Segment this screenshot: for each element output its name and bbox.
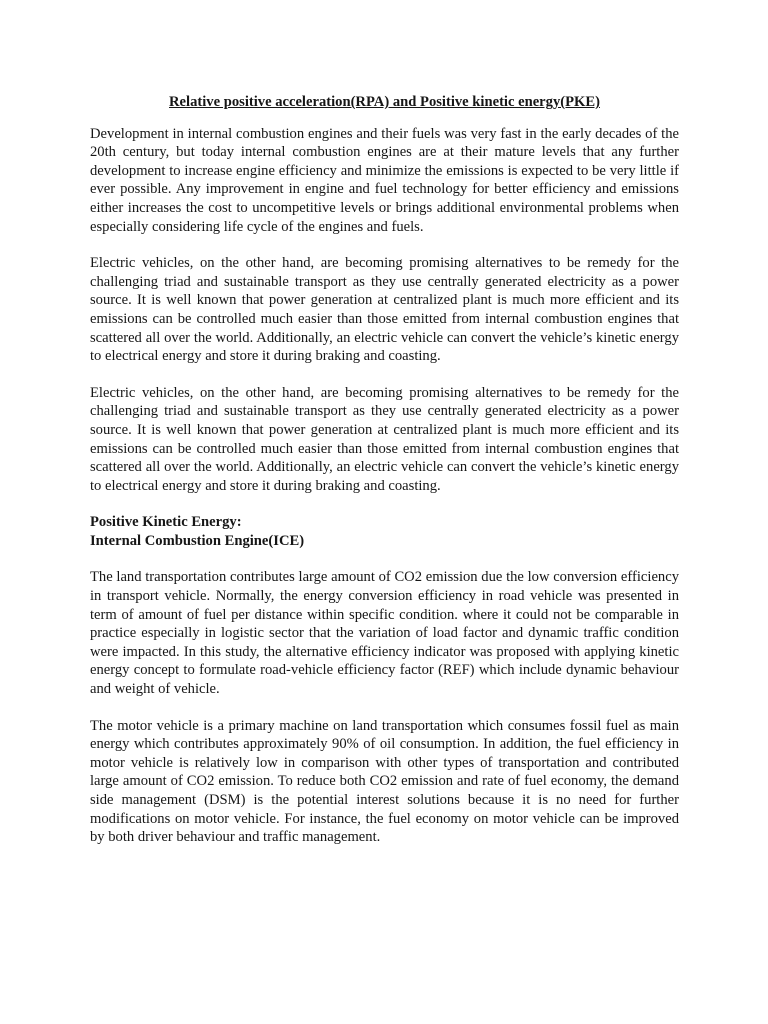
paragraph-engine-development: Development in internal combustion engines and their fuels was very fast in the early decades of the 20th century, but today internal combustion engines are at their mature levels that any further development to increase engine efficiency and minimize the emissions is expected to be very little if ever possible. Any improvement in engine and fuel technology for better efficiency and emissions either increases the cost to uncompetitive levels or brings additional environmental problems when especially considering life cycle of the engines and fuels. xyxy=(90,125,679,235)
paragraph-land-transportation: The land transportation contributes large amount of CO2 emission due the low conversion efficiency in transport vehicle. Normally, the energy conversion efficiency in road vehicle was presented in term of amount of fuel per distance within specific condition. where it could not be comparable in practice especially in logistic sector that the variation of load factor and dynamic traffic condition were impacted. In this study, the alternative efficiency indicator was proposed with applying kinetic energy concept to formulate road-vehicle efficiency factor (REF) which include dynamic behaviour and weight of vehicle. xyxy=(90,569,679,698)
section-heading: Positive Kinetic Energy: xyxy=(90,514,242,531)
section-heading-block xyxy=(90,513,679,550)
paragraph-motor-vehicle: The motor vehicle is a primary machine on land transportation which consumes fossil fuel as main energy which contributes approximately 90% of oil consumption. In addition, the fuel efficiency in motor vehicle is relatively low in comparison with other types of transportation and contributed large amount of CO2 emission. To reduce both CO2 emission and rate of fuel economy, the demand side management (DSM) is the potential interest solutions because it is no need for further modifications on motor vehicle. For instance, the fuel economy on motor vehicle can be improved by both driver behaviour and traffic management. xyxy=(90,717,679,846)
section-subheading: Internal Combustion Engine(ICE) xyxy=(90,532,305,549)
document-body xyxy=(90,93,679,865)
paragraph-electric-vehicles-repeat: Electric vehicles, on the other hand, are becoming promising alternatives to be remedy for the challenging triad and sustainable transport as they use centrally generated electricity as a power source. It is well known that power generation at centralized plant is much more efficient and its emissions can be controlled much easier than those emitted from internal combustion engines that scattered all over the world. Additionally, an electric vehicle can convert the vehicle’s kinetic energy to electrical energy and store it during braking and coasting. xyxy=(90,384,679,494)
paragraph-electric-vehicles: Electric vehicles, on the other hand, are becoming promising alternatives to be remedy for the challenging triad and sustainable transport as they use centrally generated electricity as a power source. It is well known that power generation at centralized plant is much more efficient and its emissions can be controlled much easier than those emitted from internal combustion engines that scattered all over the world. Additionally, an electric vehicle can convert the vehicle’s kinetic energy to electrical energy and store it during braking and coasting. xyxy=(90,255,679,365)
document-title: Relative positive acceleration(RPA) and Positive kinetic energy(PKE) xyxy=(169,94,600,110)
